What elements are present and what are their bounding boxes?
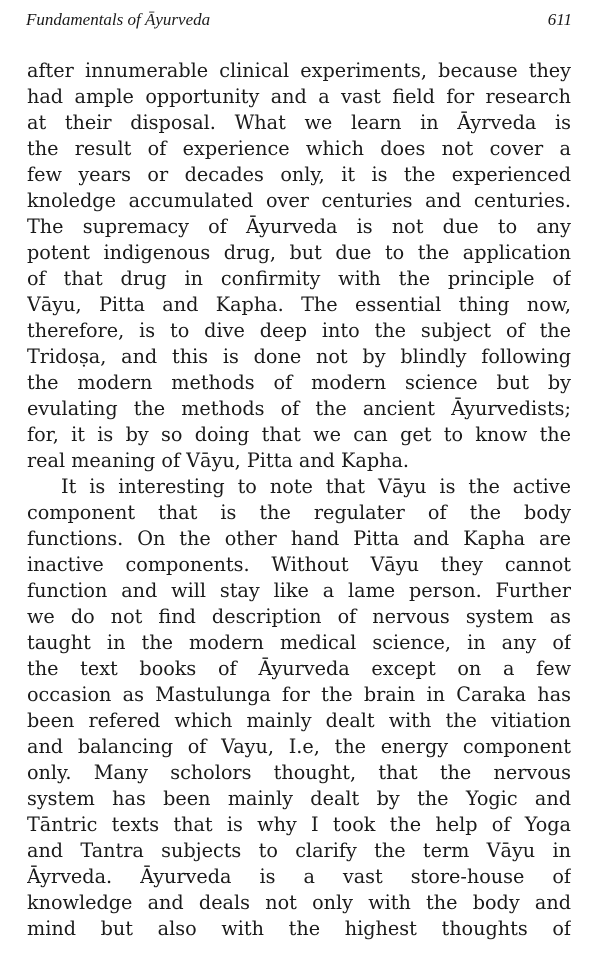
- text-line: mind but also with the highest thoughts of: [27, 917, 571, 940]
- text-line: therefore, is to dive deep into the subject of the: [27, 319, 571, 342]
- text-line: of that drug in confirmity with the principle of: [27, 267, 571, 290]
- text-line: the result of experience which does not cover a: [27, 137, 571, 160]
- paragraph: [27, 474, 571, 942]
- text-line: we do not find description of nervous system as: [27, 605, 571, 628]
- text-line: functions. On the other hand Pitta and Kapha are: [27, 527, 571, 550]
- text-line: for, it is by so doing that we can get to know the: [27, 423, 571, 446]
- text-line: after innumerable clinical experiments, because they: [27, 59, 571, 82]
- text-line: real meaning of Vāyu, Pitta and Kapha.: [27, 449, 410, 472]
- text-line: Tridoṣa, and this is done not by blindly following: [27, 345, 571, 368]
- text-line: occasion as Mastulunga for the brain in Caraka has: [27, 683, 571, 706]
- text-line: only. Many scholors thought, that the nervous: [27, 761, 571, 784]
- text-line: the modern methods of modern science but by: [27, 371, 571, 394]
- text-line: knowledge and deals not only with the body and: [27, 891, 571, 914]
- text-line: inactive components. Without Vāyu they cannot: [27, 553, 571, 576]
- text-line: Āyrveda. Āyurveda is a vast store-house of: [27, 865, 571, 888]
- page-body: [27, 58, 571, 942]
- text-line: system has been mainly dealt by the Yogic and: [27, 787, 571, 810]
- text-line: evulating the methods of the ancient Āyurvedists;: [27, 397, 571, 420]
- text-line: component that is the regulater of the body: [27, 501, 571, 524]
- text-line: at their disposal. What we learn in Āyrveda is: [27, 111, 571, 134]
- text-line: been refered which mainly dealt with the vitiation: [27, 709, 571, 732]
- text-line: had ample opportunity and a vast field for research: [27, 85, 571, 108]
- text-line: and Tantra subjects to clarify the term Vāyu in: [27, 839, 571, 862]
- page-number: 611: [547, 10, 572, 29]
- text-line: taught in the modern medical science, in any of: [27, 631, 571, 654]
- text-line: knoledge accumulated over centuries and centuries.: [27, 189, 571, 212]
- text-line: the text books of Āyurveda except on a few: [27, 657, 571, 680]
- text-line: Tāntric texts that is why I took the help of Yoga: [27, 813, 571, 836]
- running-title: Fundamentals of Āyurveda: [26, 10, 211, 29]
- text-line: It is interesting to note that Vāyu is the active: [61, 475, 571, 498]
- text-line: potent indigenous drug, but due to the application: [27, 241, 571, 264]
- text-line: function and will stay like a lame person. Further: [27, 579, 571, 602]
- running-header: [26, 10, 572, 34]
- text-line: and balancing of Vayu, I.e, the energy component: [27, 735, 571, 758]
- text-line: The supremacy of Āyurveda is not due to any: [27, 215, 571, 238]
- paragraph: [27, 58, 571, 474]
- text-line: Vāyu, Pitta and Kapha. The essential thing now,: [27, 293, 571, 316]
- text-line: few years or decades only, it is the experienced: [27, 163, 571, 186]
